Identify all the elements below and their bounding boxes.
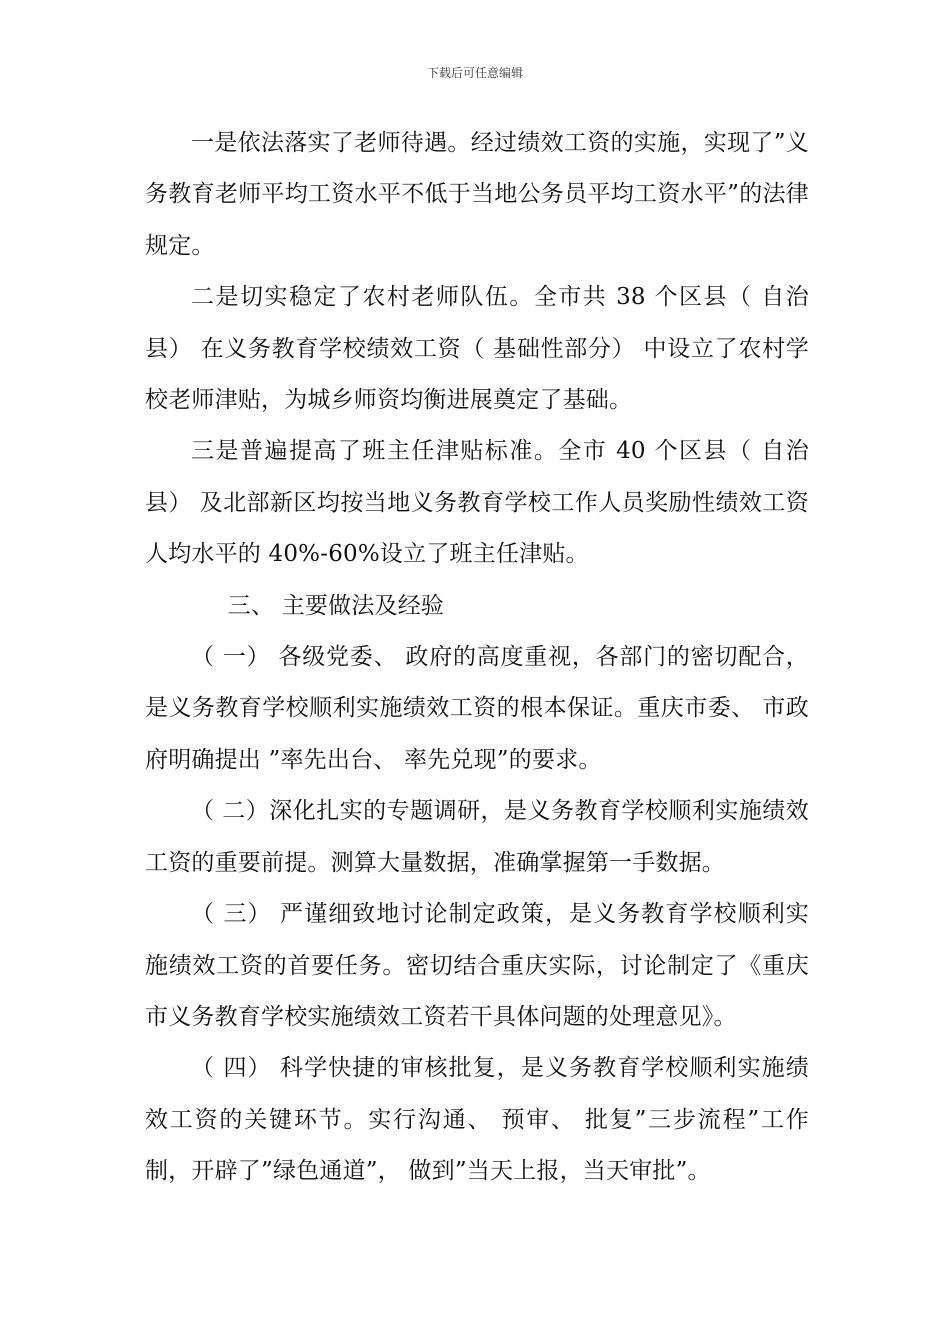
paragraph-item-1: （ 一） 各级党委、 政府的高度重视，各部门的密切配合， 是义务教育学校顺利实施绩效工资的根本保证。重庆市委、 市政府明确提出 ”率先出台、 率先兑现”的要求。 [145, 644, 809, 773]
paragraph-item-3: （ 三） 严谨细致地讨论制定政策，是义务教育学校顺利实施绩效工资的首要任务。密切结合重庆实际，讨论制定了《重庆市义务教育学校实施绩效工资若干具体问题的处理意见》。 [145, 901, 809, 1030]
section-heading-main-practices: 三、 主要做法及经验 [227, 592, 445, 619]
paragraph-teacher-pay: 一是依法落实了老师待遇。经过绩效工资的实施，实现了”义务教育老师平均工资水平不低于当地公务员平均工资水平”的法律规定。 [145, 130, 809, 259]
document-body [145, 118, 809, 1198]
paragraph-rural-teachers: 二是切实稳定了农村老师队伍。全市共 38 个区县（ 自治县） 在义务教育学校绩效工资（ 基础性部分） 中设立了农村学校老师津贴，为城乡师资均衡进展奠定了基础。 [145, 284, 809, 414]
paragraph-item-4: （ 四） 科学快捷的审核批复，是义务教育学校顺利实施绩效工资的关键环节。实行沟通、 预审、 批复”三步流程”工作制，开辟了”绿色通道”， 做到”当天上报，当天审批”。 [145, 1055, 809, 1185]
paragraph-item-2: （ 二）深化扎实的专题调研，是义务教育学校顺利实施绩效工资的重要前提。测算大量数据，准确掌握第一手数据。 [145, 798, 809, 876]
paragraph-class-teacher-allowance: 三是普遍提高了班主任津贴标准。全市 40 个区县（ 自治县） 及北部新区均按当地义务教育学校工作人员奖励性绩效工资人均水平的 40%-60%设立了班主任津贴。 [145, 438, 809, 568]
page-header: 下载后可任意编辑 [426, 66, 523, 80]
